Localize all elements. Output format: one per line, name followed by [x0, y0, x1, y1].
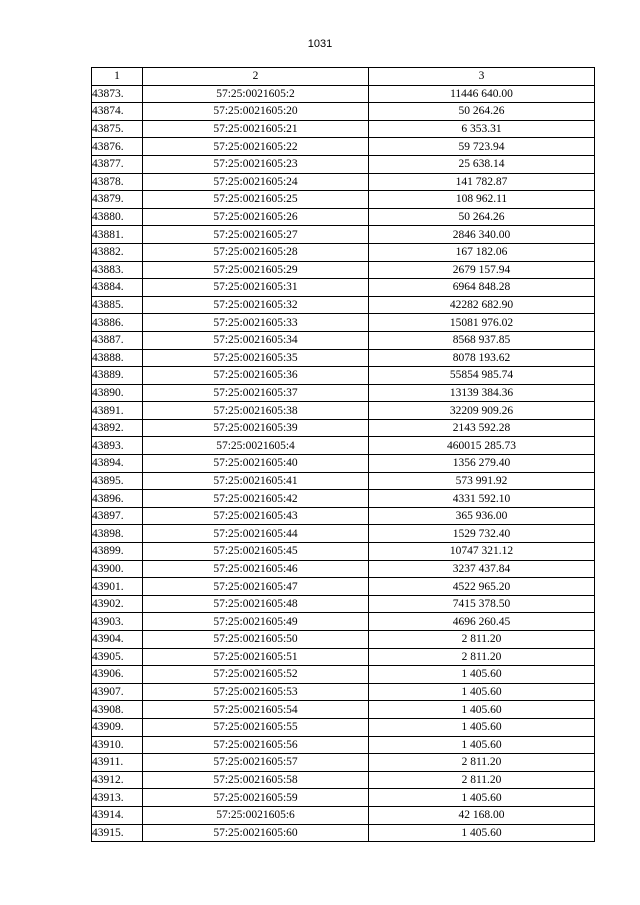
value-cell: 42282 682.90	[369, 296, 595, 314]
cadastral-number-cell: 57:25:0021605:58	[143, 771, 369, 789]
table-row	[92, 384, 595, 402]
value-cell: 1529 732.40	[369, 525, 595, 543]
value-cell: 1 405.60	[369, 718, 595, 736]
cadastral-number-cell: 57:25:0021605:52	[143, 666, 369, 684]
row-number-cell: 43903.	[92, 613, 143, 631]
table-row	[92, 331, 595, 349]
value-cell: 2 811.20	[369, 771, 595, 789]
row-number-cell: 43892.	[92, 419, 143, 437]
table-row	[92, 525, 595, 543]
row-number-cell: 43884.	[92, 279, 143, 297]
value-cell: 141 782.87	[369, 173, 595, 191]
row-number-cell: 43902.	[92, 595, 143, 613]
value-cell: 1 405.60	[369, 701, 595, 719]
cadastral-number-cell: 57:25:0021605:4	[143, 437, 369, 455]
row-number-cell: 43881.	[92, 226, 143, 244]
cadastral-number-cell: 57:25:0021605:2	[143, 85, 369, 103]
value-cell: 365 936.00	[369, 507, 595, 525]
value-cell: 55854 985.74	[369, 367, 595, 385]
value-cell: 4331 592.10	[369, 490, 595, 508]
row-number-cell: 43873.	[92, 85, 143, 103]
cadastral-number-cell: 57:25:0021605:42	[143, 490, 369, 508]
table-row	[92, 507, 595, 525]
table-row	[92, 560, 595, 578]
row-number-cell: 43891.	[92, 402, 143, 420]
cadastral-number-cell: 57:25:0021605:35	[143, 349, 369, 367]
cadastral-number-cell: 57:25:0021605:55	[143, 718, 369, 736]
row-number-cell: 43915.	[92, 824, 143, 842]
table-row	[92, 666, 595, 684]
row-number-cell: 43887.	[92, 331, 143, 349]
table-row	[92, 296, 595, 314]
row-number-cell: 43905.	[92, 648, 143, 666]
table-row	[92, 578, 595, 596]
cadastral-number-cell: 57:25:0021605:22	[143, 138, 369, 156]
table-body	[92, 68, 595, 842]
cadastral-number-cell: 57:25:0021605:24	[143, 173, 369, 191]
value-cell: 10747 321.12	[369, 543, 595, 561]
row-number-cell: 43897.	[92, 507, 143, 525]
table-row	[92, 771, 595, 789]
table-row	[92, 455, 595, 473]
value-cell: 108 962.11	[369, 191, 595, 209]
table-row	[92, 543, 595, 561]
table-row	[92, 613, 595, 631]
value-cell: 11446 640.00	[369, 85, 595, 103]
row-number-cell: 43889.	[92, 367, 143, 385]
value-cell: 50 264.26	[369, 103, 595, 121]
cadastral-number-cell: 57:25:0021605:33	[143, 314, 369, 332]
cadastral-number-cell: 57:25:0021605:32	[143, 296, 369, 314]
table-row	[92, 402, 595, 420]
table-row	[92, 226, 595, 244]
cadastral-number-cell: 57:25:0021605:53	[143, 683, 369, 701]
row-number-cell: 43909.	[92, 718, 143, 736]
table-row	[92, 736, 595, 754]
value-cell: 42 168.00	[369, 806, 595, 824]
row-number-cell: 43907.	[92, 683, 143, 701]
value-cell: 15081 976.02	[369, 314, 595, 332]
cadastral-number-cell: 57:25:0021605:27	[143, 226, 369, 244]
value-cell: 1356 279.40	[369, 455, 595, 473]
value-cell: 460015 285.73	[369, 437, 595, 455]
row-number-cell: 43882.	[92, 243, 143, 261]
table-row	[92, 85, 595, 103]
cadastral-number-cell: 57:25:0021605:34	[143, 331, 369, 349]
cadastral-number-cell: 57:25:0021605:59	[143, 789, 369, 807]
header-col-2: 2	[143, 68, 369, 86]
value-cell: 3237 437.84	[369, 560, 595, 578]
value-cell: 167 182.06	[369, 243, 595, 261]
table-row	[92, 173, 595, 191]
row-number-cell: 43913.	[92, 789, 143, 807]
table-header-row	[92, 68, 595, 86]
cadastral-number-cell: 57:25:0021605:29	[143, 261, 369, 279]
value-cell: 4522 965.20	[369, 578, 595, 596]
table-row	[92, 279, 595, 297]
cadastral-number-cell: 57:25:0021605:37	[143, 384, 369, 402]
table-row	[92, 437, 595, 455]
row-number-cell: 43886.	[92, 314, 143, 332]
cadastral-number-cell: 57:25:0021605:47	[143, 578, 369, 596]
row-number-cell: 43906.	[92, 666, 143, 684]
value-cell: 1 405.60	[369, 736, 595, 754]
row-number-cell: 43894.	[92, 455, 143, 473]
row-number-cell: 43885.	[92, 296, 143, 314]
cadastral-number-cell: 57:25:0021605:57	[143, 754, 369, 772]
row-number-cell: 43893.	[92, 437, 143, 455]
row-number-cell: 43908.	[92, 701, 143, 719]
table-row	[92, 367, 595, 385]
cadastral-number-cell: 57:25:0021605:54	[143, 701, 369, 719]
cadastral-number-cell: 57:25:0021605:25	[143, 191, 369, 209]
row-number-cell: 43901.	[92, 578, 143, 596]
table-row	[92, 683, 595, 701]
table-row	[92, 824, 595, 842]
value-cell: 25 638.14	[369, 155, 595, 173]
table-row	[92, 806, 595, 824]
row-number-cell: 43912.	[92, 771, 143, 789]
row-number-cell: 43896.	[92, 490, 143, 508]
table-row	[92, 631, 595, 649]
table-row	[92, 191, 595, 209]
row-number-cell: 43900.	[92, 560, 143, 578]
table-row	[92, 349, 595, 367]
cadastral-number-cell: 57:25:0021605:44	[143, 525, 369, 543]
table-row	[92, 490, 595, 508]
cadastral-number-cell: 57:25:0021605:46	[143, 560, 369, 578]
cadastral-number-cell: 57:25:0021605:39	[143, 419, 369, 437]
cadastral-number-cell: 57:25:0021605:43	[143, 507, 369, 525]
value-cell: 6964 848.28	[369, 279, 595, 297]
value-cell: 1 405.60	[369, 789, 595, 807]
value-cell: 7415 378.50	[369, 595, 595, 613]
cadastral-number-cell: 57:25:0021605:36	[143, 367, 369, 385]
table-row	[92, 754, 595, 772]
cadastral-number-cell: 57:25:0021605:51	[143, 648, 369, 666]
table-row	[92, 138, 595, 156]
header-col-1: 1	[92, 68, 143, 86]
value-cell: 8568 937.85	[369, 331, 595, 349]
row-number-cell: 43874.	[92, 103, 143, 121]
value-cell: 1 405.60	[369, 683, 595, 701]
row-number-cell: 43899.	[92, 543, 143, 561]
cadastral-number-cell: 57:25:0021605:50	[143, 631, 369, 649]
table-row	[92, 120, 595, 138]
row-number-cell: 43880.	[92, 208, 143, 226]
cadastral-number-cell: 57:25:0021605:48	[143, 595, 369, 613]
table-row	[92, 595, 595, 613]
value-cell: 1 405.60	[369, 824, 595, 842]
row-number-cell: 43890.	[92, 384, 143, 402]
page-number: 1031	[307, 38, 333, 50]
cadastral-number-cell: 57:25:0021605:56	[143, 736, 369, 754]
cadastral-number-cell: 57:25:0021605:20	[143, 103, 369, 121]
cadastral-table	[91, 67, 595, 842]
value-cell: 59 723.94	[369, 138, 595, 156]
row-number-cell: 43910.	[92, 736, 143, 754]
cadastral-number-cell: 57:25:0021605:23	[143, 155, 369, 173]
table-row	[92, 419, 595, 437]
value-cell: 2 811.20	[369, 631, 595, 649]
value-cell: 8078 193.62	[369, 349, 595, 367]
value-cell: 2679 157.94	[369, 261, 595, 279]
cadastral-number-cell: 57:25:0021605:60	[143, 824, 369, 842]
row-number-cell: 43911.	[92, 754, 143, 772]
table-row	[92, 701, 595, 719]
cadastral-number-cell: 57:25:0021605:40	[143, 455, 369, 473]
row-number-cell: 43879.	[92, 191, 143, 209]
cadastral-number-cell: 57:25:0021605:49	[143, 613, 369, 631]
table-row	[92, 472, 595, 490]
cadastral-number-cell: 57:25:0021605:28	[143, 243, 369, 261]
table-row	[92, 103, 595, 121]
table-row	[92, 718, 595, 736]
value-cell: 2143 592.28	[369, 419, 595, 437]
row-number-cell: 43914.	[92, 806, 143, 824]
table-row	[92, 208, 595, 226]
value-cell: 13139 384.36	[369, 384, 595, 402]
cadastral-number-cell: 57:25:0021605:31	[143, 279, 369, 297]
cadastral-number-cell: 57:25:0021605:21	[143, 120, 369, 138]
row-number-cell: 43877.	[92, 155, 143, 173]
value-cell: 1 405.60	[369, 666, 595, 684]
cadastral-number-cell: 57:25:0021605:45	[143, 543, 369, 561]
table-row	[92, 243, 595, 261]
row-number-cell: 43875.	[92, 120, 143, 138]
value-cell: 2 811.20	[369, 754, 595, 772]
row-number-cell: 43888.	[92, 349, 143, 367]
table-row	[92, 789, 595, 807]
value-cell: 2846 340.00	[369, 226, 595, 244]
row-number-cell: 43876.	[92, 138, 143, 156]
row-number-cell: 43898.	[92, 525, 143, 543]
value-cell: 573 991.92	[369, 472, 595, 490]
row-number-cell: 43883.	[92, 261, 143, 279]
value-cell: 6 353.31	[369, 120, 595, 138]
value-cell: 50 264.26	[369, 208, 595, 226]
cadastral-number-cell: 57:25:0021605:41	[143, 472, 369, 490]
table-row	[92, 314, 595, 332]
table-row	[92, 155, 595, 173]
header-col-3: 3	[369, 68, 595, 86]
value-cell: 4696 260.45	[369, 613, 595, 631]
value-cell: 2 811.20	[369, 648, 595, 666]
row-number-cell: 43904.	[92, 631, 143, 649]
value-cell: 32209 909.26	[369, 402, 595, 420]
cadastral-number-cell: 57:25:0021605:38	[143, 402, 369, 420]
cadastral-number-cell: 57:25:0021605:26	[143, 208, 369, 226]
row-number-cell: 43878.	[92, 173, 143, 191]
table-row	[92, 261, 595, 279]
table-row	[92, 648, 595, 666]
cadastral-number-cell: 57:25:0021605:6	[143, 806, 369, 824]
row-number-cell: 43895.	[92, 472, 143, 490]
